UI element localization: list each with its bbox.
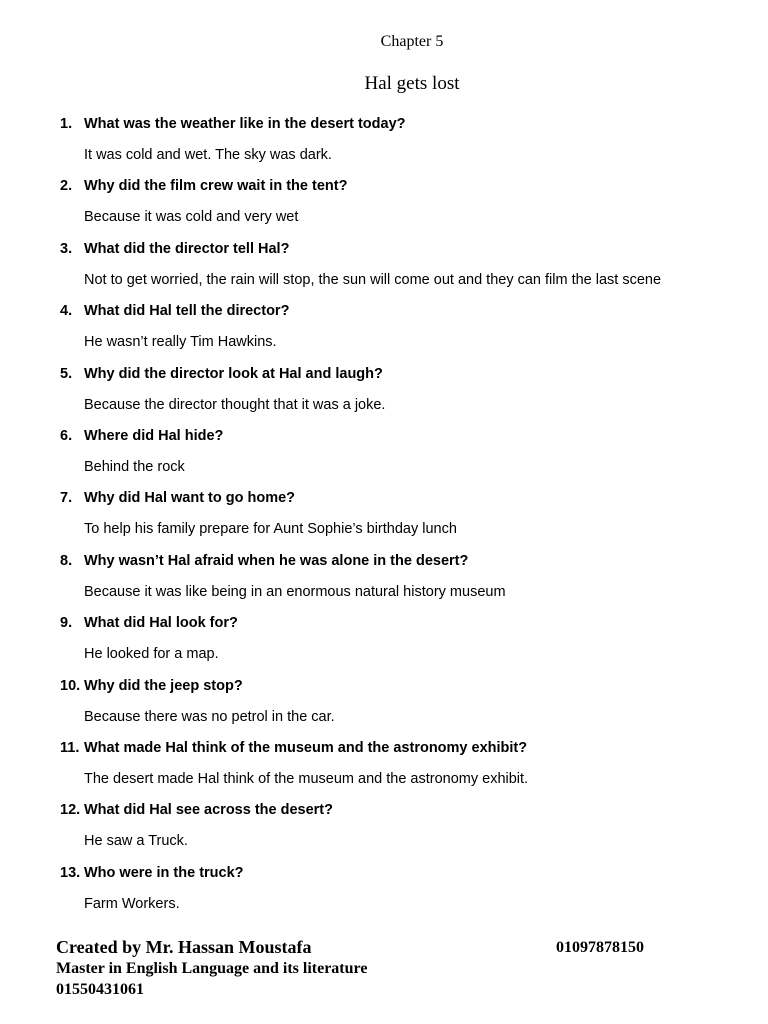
question-text: Why wasn’t Hal afraid when he was alone in the desert?	[84, 552, 469, 569]
qa-item	[0, 865, 768, 927]
answer-text: Because it was like being in an enormous natural history museum	[84, 583, 506, 600]
question-text: Why did Hal want to go home?	[84, 490, 296, 507]
qa-item	[0, 241, 768, 303]
qa-item	[0, 366, 768, 428]
author-name: Created by Mr. Hassan Moustafa	[56, 937, 312, 957]
qa-item	[0, 116, 768, 178]
qa-item	[0, 428, 768, 490]
question-number: 11.	[60, 739, 80, 756]
question	[60, 428, 223, 444]
question	[60, 615, 238, 631]
question	[60, 865, 244, 881]
author-phone-secondary: 01550431061	[56, 981, 144, 998]
question	[60, 802, 333, 818]
qa-item	[0, 178, 768, 240]
question	[60, 241, 289, 257]
question-text: What did Hal tell the director?	[84, 303, 290, 320]
question	[60, 678, 243, 694]
answer-text: He looked for a map.	[84, 646, 219, 663]
qa-item	[0, 678, 768, 740]
answer-text: Behind the rock	[84, 458, 185, 475]
question	[60, 366, 383, 382]
question-number: 1.	[60, 116, 73, 132]
question-number: 8.	[60, 552, 73, 569]
question-text: What was the weather like in the desert today?	[84, 116, 406, 132]
question-text: Who were in the truck?	[84, 864, 244, 881]
question-text: Why did the film crew wait in the tent?	[84, 178, 348, 195]
question-text: What did Hal look for?	[84, 615, 238, 632]
qa-item	[0, 740, 768, 802]
question-number: 9.	[60, 615, 73, 632]
author-phone-primary: 01097878150	[556, 939, 644, 956]
answer-text: Because it was cold and very wet	[84, 209, 299, 226]
answer-text: Because the director thought that it was a joke.	[84, 396, 386, 413]
question-number: 3.	[60, 240, 73, 257]
question-number: 13.	[60, 864, 81, 881]
question-number: 6.	[60, 427, 73, 444]
answer-text: To help his family prepare for Aunt Sophie’s birthday lunch	[84, 521, 457, 538]
answer-text: Farm Workers.	[84, 895, 180, 912]
page-title: Hal gets lost	[364, 73, 460, 94]
answer-text: The desert made Hal think of the museum and the astronomy exhibit.	[84, 770, 529, 787]
question-number: 7.	[60, 490, 73, 507]
answer-text: It was cold and wet. The sky was dark.	[84, 147, 332, 163]
question-text: What did Hal see across the desert?	[84, 802, 333, 819]
question-text: Why did the director look at Hal and laugh?	[84, 365, 383, 382]
question	[60, 178, 347, 194]
question	[60, 303, 289, 319]
qa-item	[0, 490, 768, 552]
question	[60, 740, 527, 756]
question	[60, 490, 295, 506]
question	[60, 116, 406, 132]
question-number: 2.	[60, 178, 73, 195]
question-text: Why did the jeep stop?	[84, 677, 243, 694]
question-number: 10.	[60, 677, 81, 694]
qa-item	[0, 615, 768, 677]
question-text: What made Hal think of the museum and the astronomy exhibit?	[84, 739, 528, 756]
question-number: 12.	[60, 802, 81, 819]
question-text: Where did Hal hide?	[84, 427, 224, 444]
chapter-heading: Chapter 5	[380, 33, 444, 50]
question-text: What did the director tell Hal?	[84, 240, 290, 257]
qa-item	[0, 802, 768, 864]
answer-text: He saw a Truck.	[84, 833, 188, 850]
answer-text: He wasn’t really Tim Hawkins.	[84, 334, 277, 351]
question-number: 4.	[60, 303, 73, 320]
author-degree: Master in English Language and its literature	[56, 960, 368, 977]
question	[60, 553, 468, 569]
qa-item	[0, 303, 768, 365]
question-number: 5.	[60, 365, 73, 382]
answer-text: Because there was no petrol in the car.	[84, 708, 335, 725]
qa-item	[0, 553, 768, 615]
answer-text: Not to get worried, the rain will stop, the sun will come out and they can film the last scene	[84, 271, 662, 288]
question-list	[0, 116, 768, 927]
